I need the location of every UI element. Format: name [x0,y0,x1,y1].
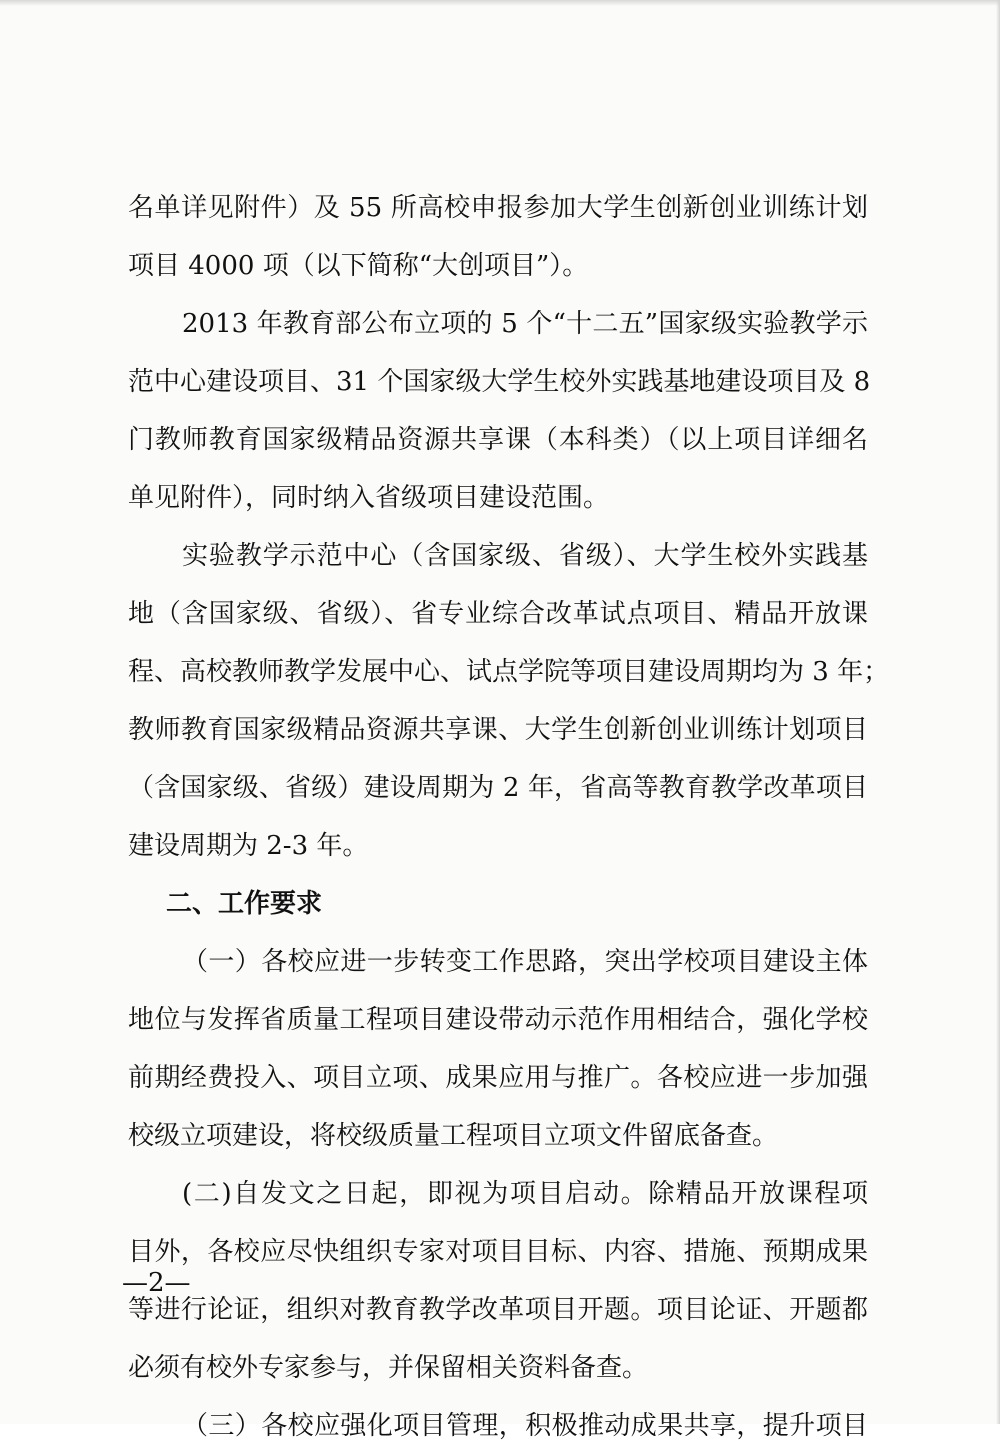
page-number: —2— [122,1268,191,1298]
body-line: 门教师教育国家级精品资源共享课（本科类）（以上项目详细名 [128,425,868,455]
scan-edge-right [996,0,1000,1424]
body-line: （含国家级、省级）建设周期为 2 年，省高等教育教学改革项目 [128,773,868,803]
body-line: （三）各校应强化项目管理，积极推动成果共享，提升项目 [182,1411,868,1441]
body-line: 目外，各校应尽快组织专家对项目目标、内容、措施、预期成果 [128,1237,868,1267]
body-line: 实验教学示范中心（含国家级、省级）、大学生校外实践基 [182,541,868,571]
body-line: 必须有校外专家参与，并保留相关资料备查。 [128,1353,649,1383]
body-line: 程、高校教师教学发展中心、试点学院等项目建设周期均为 3 年； [128,657,890,687]
body-line: 等进行论证，组织对教育教学改革项目开题。项目论证、开题都 [128,1295,868,1325]
body-line: 教师教育国家级精品资源共享课、大学生创新创业训练计划项目 [128,715,868,745]
scan-edge-top [0,0,1000,6]
body-line: 项目 4000 项（以下简称“大创项目”）。 [128,251,589,281]
body-line: (二)自发文之日起，即视为项目启动。除精品开放课程项 [182,1179,868,1209]
body-line: 2013 年教育部公布立项的 5 个“十二五”国家级实验教学示 [182,309,868,339]
body-line: 名单详见附件）及 55 所高校申报参加大学生创新创业训练计划 [128,193,868,223]
body-line: 建设周期为 2-3 年。 [128,831,369,861]
body-line: 地（含国家级、省级）、省专业综合改革试点项目、精品开放课 [128,599,868,629]
body-line: 前期经费投入、项目立项、成果应用与推广。各校应进一步加强 [128,1063,868,1093]
document-body [128,179,890,1455]
body-line: 单见附件），同时纳入省级项目建设范围。 [128,483,610,513]
section-heading: 二、工作要求 [166,889,323,919]
body-line: 校级立项建设，将校级质量工程项目立项文件留底备查。 [128,1121,779,1151]
body-line: （一）各校应进一步转变工作思路，突出学校项目建设主体 [182,947,868,977]
body-line: 范中心建设项目、31 个国家级大学生校外实践基地建设项目及 8 [128,367,871,397]
body-line: 地位与发挥省质量工程项目建设带动示范作用相结合，强化学校 [128,1005,868,1035]
